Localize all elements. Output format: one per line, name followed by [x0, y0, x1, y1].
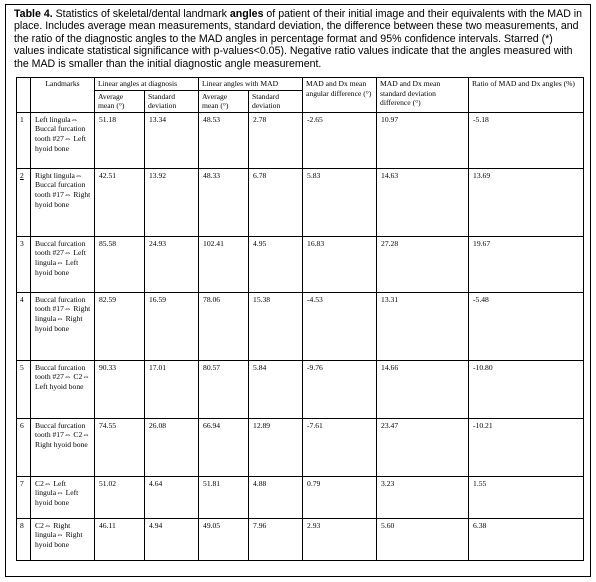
- header-diagnosis-group: Linear angles at diagnosis: [95, 78, 199, 91]
- row-ratio: -5.18: [469, 112, 584, 168]
- row-ratio: 13.69: [469, 168, 584, 236]
- header-mad-group: Linear angles with MAD: [199, 78, 303, 91]
- row-index: 8: [17, 518, 31, 560]
- row-ratio: 1.55: [469, 476, 584, 518]
- header-mad-sd: Standard deviation: [249, 90, 303, 112]
- row-mad-sd: 15.38: [249, 292, 303, 360]
- row-mad-sd: 4.88: [249, 476, 303, 518]
- row-index: 7: [17, 476, 31, 518]
- header-row-1: [17, 78, 584, 91]
- row-landmark: Right lingula⇔ Buccal furcation tooth #17⇔ Right hyoid bone: [31, 168, 95, 236]
- table-row: [17, 168, 584, 236]
- row-mad-mean: 78.06: [199, 292, 249, 360]
- row-mad-sd: 5.84: [249, 360, 303, 418]
- row-ratio: -5.48: [469, 292, 584, 360]
- row-mad-sd: 6.78: [249, 168, 303, 236]
- row-landmark: Buccal furcation tooth #17⇔ C2⇔ Right hyoid bone: [31, 418, 95, 476]
- table-frame: [5, 4, 591, 577]
- table-row: [17, 518, 584, 560]
- row-dx-sd: 13.92: [145, 168, 199, 236]
- row-mad-mean: 48.33: [199, 168, 249, 236]
- table-row: [17, 112, 584, 168]
- row-mean-diff: -9.76: [303, 360, 377, 418]
- caption-text-a: Statistics of skeletal/dental landmark: [52, 8, 230, 20]
- row-mad-sd: 7.96: [249, 518, 303, 560]
- row-dx-sd: 26.08: [145, 418, 199, 476]
- row-sd-diff: 13.31: [377, 292, 469, 360]
- row-landmark: Left lingula⇔ Buccal furcation tooth #27⇔ Left hyoid bone: [31, 112, 95, 168]
- header-dx-mean: Average mean (°): [95, 90, 145, 112]
- row-sd-diff: 23.47: [377, 418, 469, 476]
- row-ratio: -10.21: [469, 418, 584, 476]
- row-mad-sd: 2.78: [249, 112, 303, 168]
- row-mean-diff: 2.93: [303, 518, 377, 560]
- row-mad-mean: 49.05: [199, 518, 249, 560]
- row-ratio: -10.80: [469, 360, 584, 418]
- row-dx-mean: 85.58: [95, 236, 145, 292]
- header-index: [17, 78, 31, 113]
- row-dx-sd: 17.01: [145, 360, 199, 418]
- row-dx-mean: 51.02: [95, 476, 145, 518]
- row-index: 3: [17, 236, 31, 292]
- row-mean-diff: 16.83: [303, 236, 377, 292]
- table-row: [17, 418, 584, 476]
- row-sd-diff: 10.97: [377, 112, 469, 168]
- row-index: 1: [17, 112, 31, 168]
- row-mean-diff: -2.65: [303, 112, 377, 168]
- row-dx-sd: 4.64: [145, 476, 199, 518]
- row-dx-sd: 4.94: [145, 518, 199, 560]
- header-dx-sd: Standard deviation: [145, 90, 199, 112]
- table-caption: [14, 8, 586, 70]
- row-landmark: C2⇔ Left lingula⇔ Left hyoid bone: [31, 476, 95, 518]
- table-body: [17, 112, 584, 560]
- row-landmark: C2⇔ Right lingula⇔ Right hyoid bone: [31, 518, 95, 560]
- row-index: 2: [17, 168, 31, 236]
- row-dx-sd: 24.93: [145, 236, 199, 292]
- row-dx-mean: 42.51: [95, 168, 145, 236]
- row-mean-diff: -4.53: [303, 292, 377, 360]
- row-dx-mean: 82.59: [95, 292, 145, 360]
- row-index: 6: [17, 418, 31, 476]
- row-sd-diff: 3.23: [377, 476, 469, 518]
- table-row: [17, 236, 584, 292]
- row-mean-diff: 5.83: [303, 168, 377, 236]
- statistics-table: [16, 77, 584, 561]
- header-landmarks: Landmarks: [31, 78, 95, 113]
- row-mean-diff: -7.61: [303, 418, 377, 476]
- caption-text-b: of patient of their initial image and their equivalents with the MAD in place. Includes average mean measurements, standard deviation, the difference between these two measurements, and the ratio of the diagnostic angles to the MAD angles in percentage format and 95% confidence intervals. Starred (*) values indicate statistical significance with p-values<0.05). Negative ratio values indicate that the angles measured with the MAD is smaller than the initial diagnostic angle measurement.: [14, 8, 583, 70]
- row-index: 5: [17, 360, 31, 418]
- table-row: [17, 476, 584, 518]
- row-sd-diff: 14.66: [377, 360, 469, 418]
- row-ratio: 19.67: [469, 236, 584, 292]
- row-mad-mean: 51.81: [199, 476, 249, 518]
- row-mad-sd: 12.89: [249, 418, 303, 476]
- row-mad-mean: 102.41: [199, 236, 249, 292]
- row-sd-diff: 14.63: [377, 168, 469, 236]
- header-sd-diff: MAD and Dx mean standard deviation difference (°): [377, 78, 469, 113]
- row-sd-diff: 27.28: [377, 236, 469, 292]
- row-dx-sd: 13.34: [145, 112, 199, 168]
- row-landmark: Buccal furcation tooth #17⇔ Right lingula⇔ Right hyoid bone: [31, 292, 95, 360]
- row-dx-sd: 16.59: [145, 292, 199, 360]
- row-index: 4: [17, 292, 31, 360]
- row-sd-diff: 5.60: [377, 518, 469, 560]
- row-ratio: 6.38: [469, 518, 584, 560]
- row-dx-mean: 51.18: [95, 112, 145, 168]
- row-mean-diff: 0.79: [303, 476, 377, 518]
- caption-bold-word: angles: [229, 8, 264, 20]
- row-mad-mean: 66.94: [199, 418, 249, 476]
- row-mad-mean: 80.57: [199, 360, 249, 418]
- table-row: [17, 292, 584, 360]
- row-landmark: Buccal furcation tooth #27⇔ Left lingula⇔ Left hyoid bone: [31, 236, 95, 292]
- caption-label: Table 4.: [14, 8, 53, 20]
- header-mad-mean: Average mean (°): [199, 90, 249, 112]
- row-mad-mean: 48.53: [199, 112, 249, 168]
- header-ratio: Ratio of MAD and Dx angles (%): [469, 78, 584, 113]
- row-landmark: Buccal furcation tooth #27⇔ C2⇔ Left hyoid bone: [31, 360, 95, 418]
- row-dx-mean: 74.55: [95, 418, 145, 476]
- row-dx-mean: 46.11: [95, 518, 145, 560]
- header-mean-diff: MAD and Dx mean angular difference (°): [303, 78, 377, 113]
- row-dx-mean: 90.33: [95, 360, 145, 418]
- row-mad-sd: 4.95: [249, 236, 303, 292]
- table-row: [17, 360, 584, 418]
